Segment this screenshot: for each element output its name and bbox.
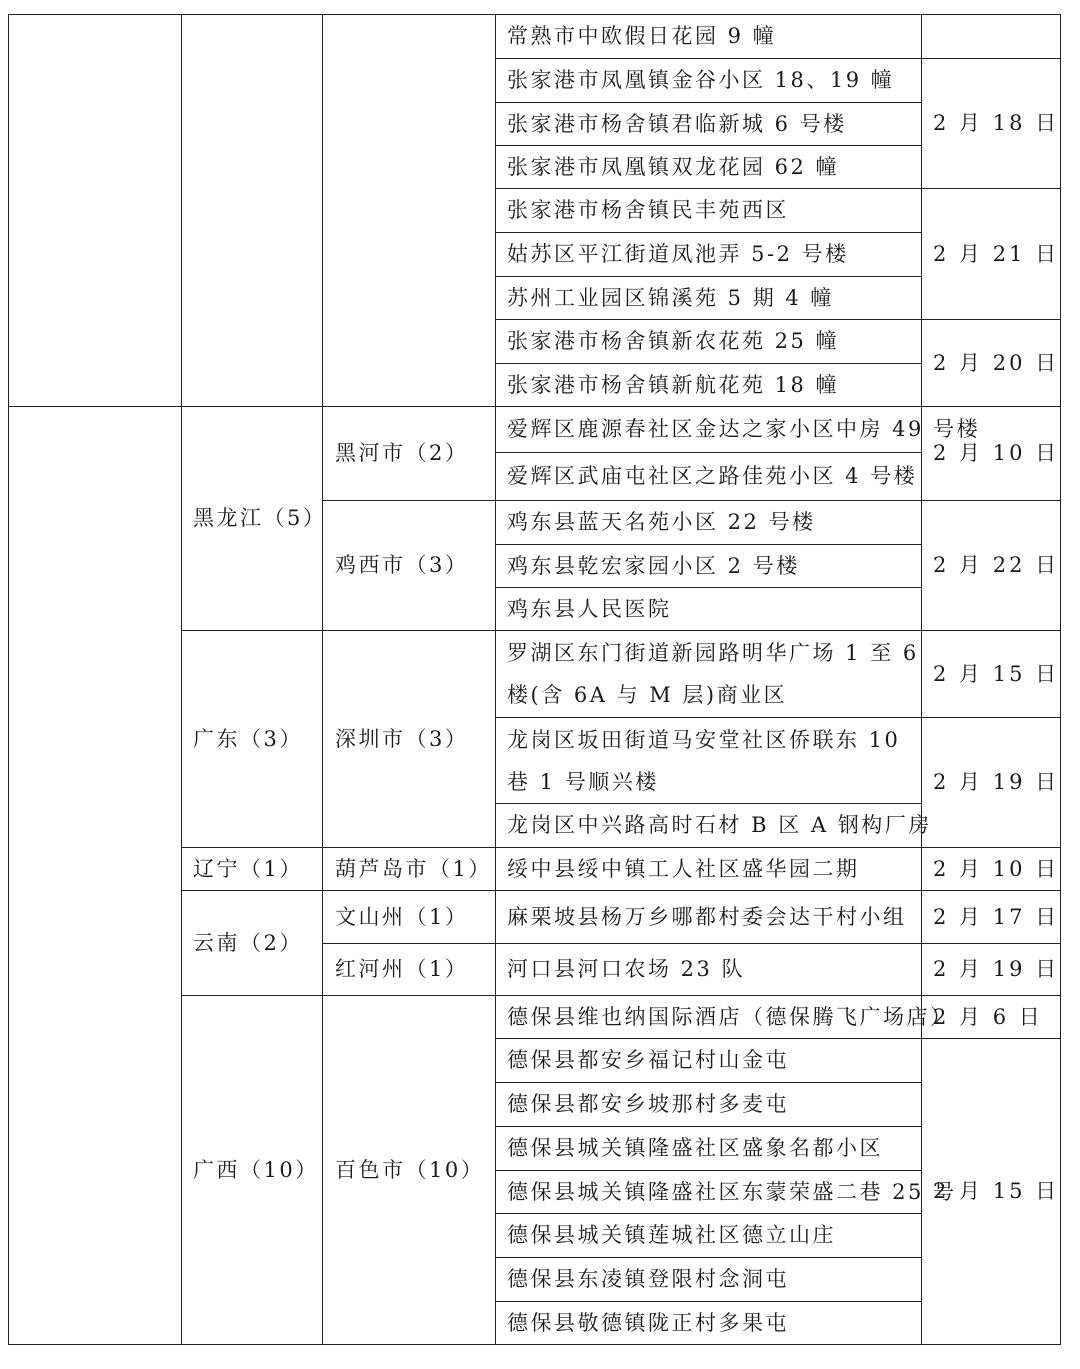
case-location-table bbox=[8, 14, 1061, 1345]
address-cell: 龙岗区中兴路高时石材 B 区 A 钢构厂房 bbox=[496, 804, 922, 848]
address-cell: 张家港市杨舍镇民丰苑西区 bbox=[496, 189, 922, 233]
address-cell: 德保县敬德镇陇正村多果屯 bbox=[496, 1302, 922, 1345]
address-cell: 龙岗区坂田街道马安堂社区侨联东 10 巷 1 号顺兴楼 bbox=[496, 718, 922, 804]
date-cell: 2 月 10 日 bbox=[922, 848, 1061, 891]
date-cell: 2 月 17 日 bbox=[922, 891, 1061, 944]
city-cell bbox=[323, 15, 496, 407]
city-cell: 深圳市（3） bbox=[323, 631, 496, 848]
city-cell: 红河州（1） bbox=[323, 944, 496, 996]
address-cell: 爱辉区鹿源春社区金达之家小区中房 49 号楼 bbox=[496, 407, 922, 453]
city-cell: 黑河市（2） bbox=[323, 407, 496, 501]
date-cell: 2 月 10 日 bbox=[922, 407, 1061, 501]
address-cell: 德保县维也纳国际酒店（德保腾飞广场店） bbox=[496, 996, 922, 1039]
date-cell: 2 月 18 日 bbox=[922, 59, 1061, 189]
address-cell: 鸡东县人民医院 bbox=[496, 588, 922, 631]
blank-region-cell bbox=[9, 407, 182, 1345]
address-cell: 张家港市凤凰镇双龙花园 62 幢 bbox=[496, 146, 922, 189]
date-cell: 2 月 6 日 bbox=[922, 996, 1061, 1039]
province-cell bbox=[182, 15, 323, 407]
date-cell: 2 月 15 日 bbox=[922, 1039, 1061, 1345]
address-cell: 鸡东县乾宏家园小区 2 号楼 bbox=[496, 545, 922, 588]
address-cell: 德保县城关镇莲城社区德立山庄 bbox=[496, 1214, 922, 1258]
address-cell: 张家港市杨舍镇君临新城 6 号楼 bbox=[496, 103, 922, 146]
address-cell: 德保县城关镇隆盛社区盛象名都小区 bbox=[496, 1127, 922, 1171]
address-cell: 苏州工业园区锦溪苑 5 期 4 幢 bbox=[496, 277, 922, 320]
address-cell: 麻栗坡县杨万乡哪都村委会达干村小组 bbox=[496, 891, 922, 944]
province-cell: 云南（2） bbox=[182, 891, 323, 996]
province-cell: 广东（3） bbox=[182, 631, 323, 848]
address-cell: 张家港市凤凰镇金谷小区 18、19 幢 bbox=[496, 59, 922, 103]
province-cell: 广西（10） bbox=[182, 996, 323, 1345]
city-cell: 葫芦岛市（1） bbox=[323, 848, 496, 891]
address-cell: 姑苏区平江街道凤池弄 5-2 号楼 bbox=[496, 233, 922, 277]
address-cell: 德保县都安乡坡那村多麦屯 bbox=[496, 1083, 922, 1127]
address-cell: 绥中县绥中镇工人社区盛华园二期 bbox=[496, 848, 922, 891]
table-row bbox=[9, 15, 1061, 59]
date-cell: 2 月 22 日 bbox=[922, 501, 1061, 631]
address-cell: 常熟市中欧假日花园 9 幢 bbox=[496, 15, 922, 59]
address-cell: 罗湖区东门街道新园路明华广场 1 至 6 楼(含 6A 与 M 层)商业区 bbox=[496, 631, 922, 718]
address-cell: 德保县城关镇隆盛社区东蒙荣盛二巷 25 号 bbox=[496, 1171, 922, 1214]
city-cell: 百色市（10） bbox=[323, 996, 496, 1345]
date-cell bbox=[922, 15, 1061, 59]
date-cell: 2 月 19 日 bbox=[922, 944, 1061, 996]
address-cell: 鸡东县蓝天名苑小区 22 号楼 bbox=[496, 501, 922, 545]
province-cell: 辽宁（1） bbox=[182, 848, 323, 891]
address-cell: 爱辉区武庙屯社区之路佳苑小区 4 号楼 bbox=[496, 453, 922, 501]
date-cell: 2 月 21 日 bbox=[922, 189, 1061, 320]
address-cell: 张家港市杨舍镇新航花苑 18 幢 bbox=[496, 364, 922, 407]
table-row bbox=[9, 407, 1061, 453]
date-cell: 2 月 20 日 bbox=[922, 320, 1061, 407]
city-cell: 文山州（1） bbox=[323, 891, 496, 944]
address-cell: 德保县都安乡福记村山金屯 bbox=[496, 1039, 922, 1083]
address-cell: 河口县河口农场 23 队 bbox=[496, 944, 922, 996]
blank-region-cell bbox=[9, 15, 182, 407]
address-cell: 德保县东凌镇登限村念洞屯 bbox=[496, 1258, 922, 1302]
date-cell: 2 月 15 日 bbox=[922, 631, 1061, 718]
province-cell: 黑龙江（5） bbox=[182, 407, 323, 631]
date-cell: 2 月 19 日 bbox=[922, 718, 1061, 848]
address-cell: 张家港市杨舍镇新农花苑 25 幢 bbox=[496, 320, 922, 364]
city-cell: 鸡西市（3） bbox=[323, 501, 496, 631]
